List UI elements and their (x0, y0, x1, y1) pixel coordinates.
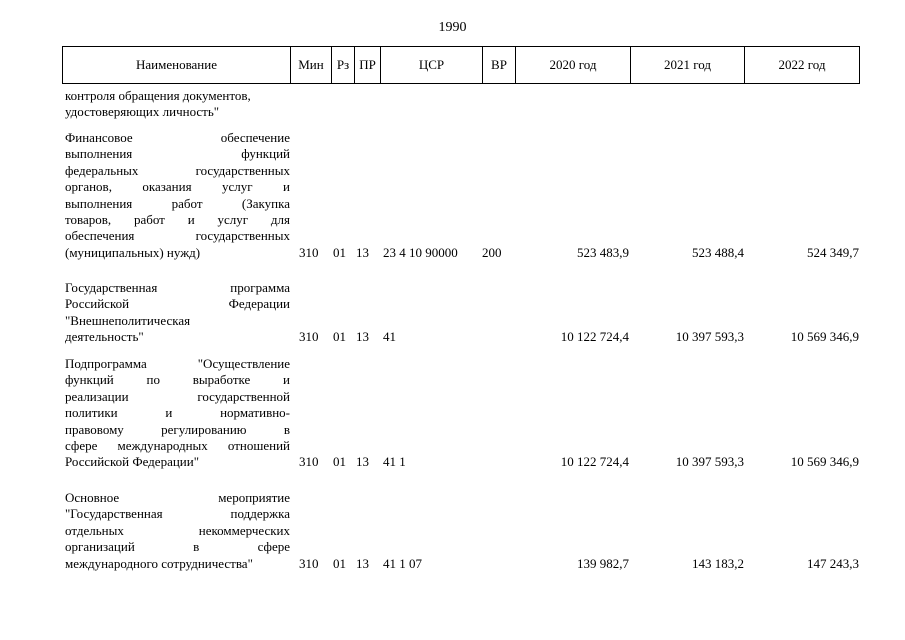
row-name-line: функций по выработке и (65, 372, 290, 388)
cell-y2020: 139 982,7 (577, 555, 629, 571)
cell-csr: 41 1 (383, 454, 406, 470)
cell-csr: 23 4 10 90000 (383, 244, 458, 260)
header-pr: ПР (355, 47, 381, 83)
row-name-line: обеспечения государственных (65, 228, 290, 244)
row-name-line: реализации государственной (65, 388, 290, 404)
row-name-line: выполнения функций (65, 146, 290, 162)
cell-y2021: 143 183,2 (692, 555, 744, 571)
cell-y2021: 523 488,4 (692, 244, 744, 260)
cell-y2022: 10 569 346,9 (790, 329, 859, 345)
row-name-line: Финансовое обеспечение (65, 130, 290, 145)
cell-pr: 13 (356, 555, 369, 571)
row-name-line: выполнения работ (Закупка (65, 195, 290, 211)
header-min: Мин (291, 47, 332, 83)
cell-pr: 13 (356, 454, 369, 470)
cell-y2022: 10 569 346,9 (790, 454, 859, 470)
cell-y2022: 524 349,7 (807, 244, 859, 260)
row-name (65, 130, 290, 261)
cell-csr: 41 1 07 (383, 555, 422, 571)
row-name (65, 356, 290, 471)
cell-rz: 01 (333, 555, 346, 571)
row-name-line: "Государственная поддержка (65, 506, 290, 522)
row-name-line: Основное мероприятие (65, 490, 290, 505)
header-2022: 2022 год (778, 57, 826, 72)
row-name-line: международного сотрудничества" (65, 555, 253, 571)
cell-rz: 01 (333, 244, 346, 260)
row-name-line: федеральных государственных (65, 162, 290, 178)
cell-min: 310 (299, 329, 319, 345)
row-name-line: Государственная программа (65, 280, 290, 295)
page-number: 1990 (438, 20, 467, 35)
header-vr: ВР (483, 47, 516, 83)
row-name (65, 88, 290, 121)
row-name-line: товаров, работ и услуг для (65, 211, 290, 227)
row-name-line: сфере международных отношений (65, 437, 290, 453)
header-2020: 2020 год (516, 47, 631, 83)
cell-y2020: 523 483,9 (577, 244, 629, 260)
cell-y2022: 147 243,3 (807, 555, 859, 571)
header-name: Наименование (63, 47, 291, 83)
row-name-line: удостоверяющих личность" (65, 104, 220, 120)
row-name-line: деятельность" (65, 329, 144, 345)
cell-rz: 01 (333, 454, 346, 470)
row-name (65, 280, 290, 346)
cell-y2021: 10 397 593,3 (675, 329, 744, 345)
cell-y2020: 10 122 724,4 (560, 454, 629, 470)
row-name (65, 490, 290, 572)
header-2021: 2021 год (631, 47, 745, 83)
cell-rz: 01 (333, 329, 346, 345)
table-header (62, 46, 860, 84)
row-name-line: организаций в сфере (65, 539, 290, 555)
row-name-line: Российской Федерации (65, 296, 290, 312)
row-name-line: "Внешнеполитическая (65, 312, 191, 328)
cell-y2020: 10 122 724,4 (560, 329, 629, 345)
row-name-line: отдельных некоммерческих (65, 522, 290, 538)
row-name-line: правовому регулированию в (65, 421, 290, 437)
cell-min: 310 (299, 244, 319, 260)
cell-min: 310 (299, 555, 319, 571)
cell-vr: 200 (482, 244, 502, 260)
row-name-line: Российской Федерации" (65, 454, 200, 470)
cell-y2021: 10 397 593,3 (675, 454, 744, 470)
row-name-line: органов, оказания услуг и (65, 179, 290, 195)
cell-min: 310 (299, 454, 319, 470)
header-csr: ЦСР (381, 47, 483, 83)
row-name-line: (муниципальных) нужд) (65, 244, 201, 260)
row-name-line: контроля обращения документов, (65, 88, 251, 103)
cell-pr: 13 (356, 244, 369, 260)
cell-csr: 41 (383, 329, 396, 345)
row-name-line: политики и нормативно- (65, 405, 290, 421)
cell-pr: 13 (356, 329, 369, 345)
row-name-line: Подпрограмма "Осуществление (65, 356, 290, 371)
header-rz: Рз (332, 47, 355, 83)
